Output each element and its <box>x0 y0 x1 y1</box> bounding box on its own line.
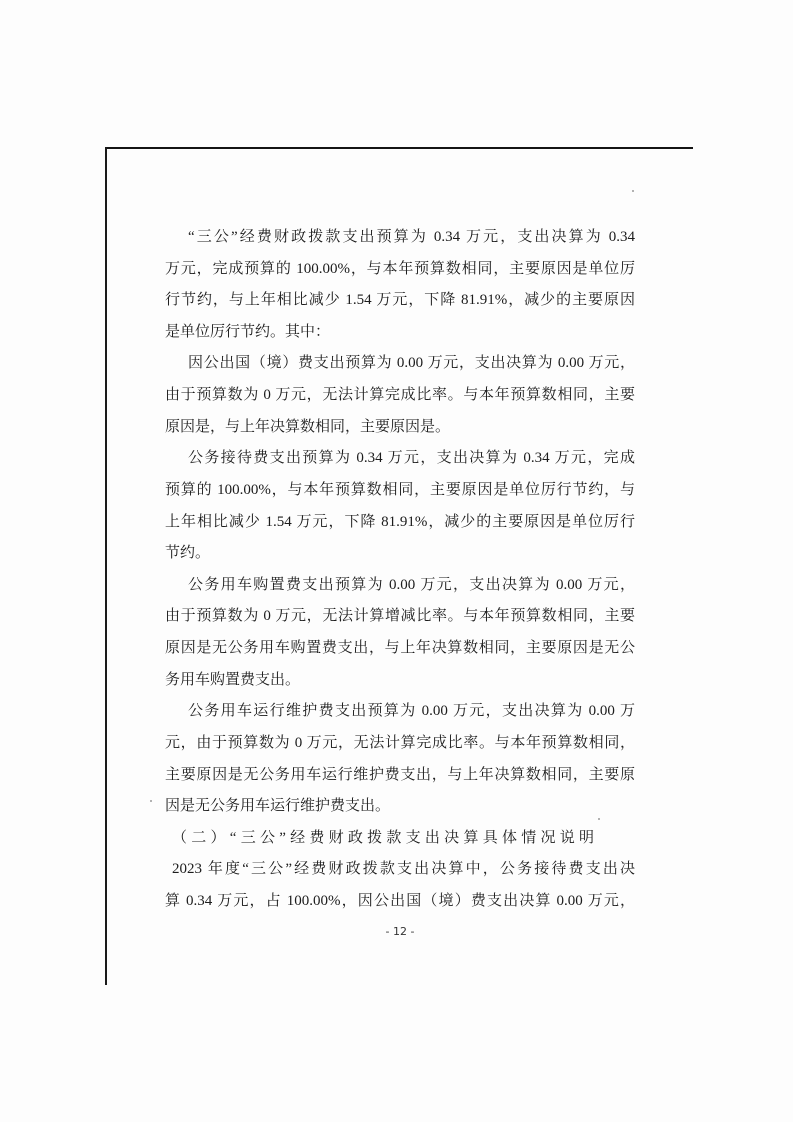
paragraph-5-line-1: 公务用车运行维护费支出预算为 0.00 万元，支出决算为 0.00 万 <box>188 703 635 719</box>
paragraph-6-line-2: 算 0.34 万元，占 100.00%，因公出国（境）费支出决算 0.00 万元， <box>165 893 635 909</box>
paragraph-2-line-3: 原因是，与上年决算数相同，主要原因是。 <box>165 419 451 435</box>
paragraph-2-line-2: 由于预算数为 0 万元，无法计算完成比率。与本年预算数相同，主要 <box>165 387 635 403</box>
paragraph-5-line-4: 因是无公务用车运行维护费支出。 <box>165 798 391 814</box>
paragraph-1-line-1: “三公”经费财政拨款支出预算为 0.34 万元，支出决算为 0.34 <box>188 229 635 245</box>
paragraph-6-line-1: 2023 年度“三公”经费财政拨款支出决算中，公务接待费支出决 <box>172 861 635 877</box>
paragraph-5-line-3: 主要原因是无公务用车运行维护费支出，与上年决算数相同，主要原 <box>165 767 635 783</box>
left-border-line <box>105 147 107 985</box>
paragraph-5-line-2: 元，由于预算数为 0 万元，无法计算完成比率。与本年预算数相同， <box>165 735 635 751</box>
scan-speck <box>150 800 152 802</box>
paragraph-1-line-2: 万元，完成预算的 100.00%，与本年预算数相同，主要原因是单位厉 <box>165 261 635 277</box>
page-number: - 12 - <box>385 925 415 938</box>
paragraph-3-line-2: 预算的 100.00%，与本年预算数相同，主要原因是单位厉行节约，与 <box>165 482 635 498</box>
section-heading: （二）“三公”经费财政拨款支出决算具体情况说明 <box>172 830 594 846</box>
scan-speck <box>598 818 600 820</box>
paragraph-1-line-4: 是单位厉行节约。其中： <box>165 324 331 340</box>
paragraph-4-line-4: 务用车购置费支出。 <box>165 672 301 688</box>
top-border-line <box>105 147 693 149</box>
paragraph-4-line-1: 公务用车购置费支出预算为 0.00 万元，支出决算为 0.00 万元， <box>188 577 635 593</box>
scan-speck <box>632 190 634 192</box>
paragraph-1-line-3: 行节约，与上年相比减少 1.54 万元，下降 81.91%，减少的主要原因 <box>165 292 635 308</box>
paragraph-4-line-2: 由于预算数为 0 万元，无法计算增减比率。与本年预算数相同，主要 <box>165 608 635 624</box>
paragraph-3-line-3: 上年相比减少 1.54 万元，下降 81.91%，减少的主要原因是单位厉行 <box>165 514 635 530</box>
paragraph-2-line-1: 因公出国（境）费支出预算为 0.00 万元，支出决算为 0.00 万元， <box>188 355 635 371</box>
paragraph-3-line-4: 节约。 <box>165 545 211 561</box>
paragraph-3-line-1: 公务接待费支出预算为 0.34 万元，支出决算为 0.34 万元，完成 <box>188 450 635 466</box>
paragraph-4-line-3: 原因是无公务用车购置费支出，与上年决算数相同，主要原因是无公 <box>165 640 635 656</box>
